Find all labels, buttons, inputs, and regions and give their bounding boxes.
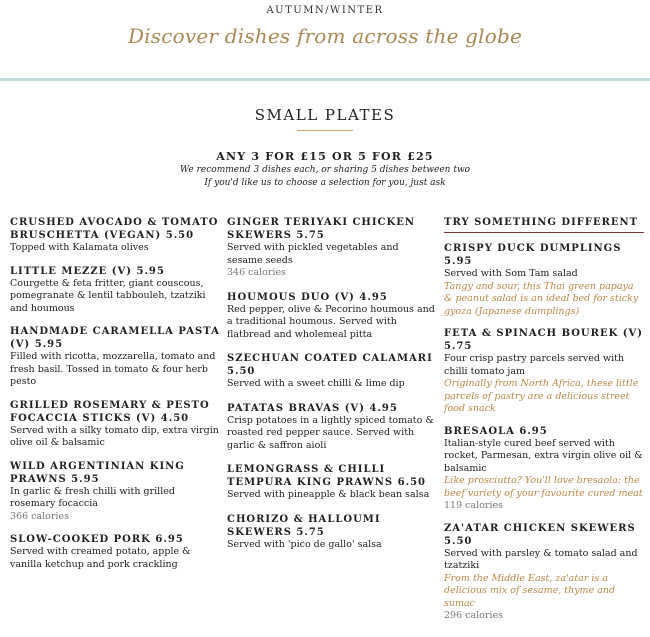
menu-item (227, 402, 437, 453)
menu-item (227, 463, 437, 502)
item-calories: 366 calories (10, 510, 69, 522)
menu-item (227, 291, 437, 342)
item-name: GINGER TERIYAKI CHICKEN SKEWERS (227, 217, 415, 241)
item-price: 6.50 (397, 477, 426, 488)
menu-item (10, 216, 220, 255)
item-desc: Served with creamed potato, apple & vanilla ketchup and pork crackling (10, 546, 191, 570)
item-desc: Served with parsley & tomato salad and tzatziki (444, 547, 638, 571)
menu-item (227, 513, 437, 552)
item-name: LEMONGRASS & CHILLI TEMPURA KING PRAWNS (227, 464, 394, 488)
item-price: 6.95 (519, 425, 548, 437)
item-desc: Filled with ricotta, mozzarella, tomato and fresh basil. Tossed in tomato & four herb pesto (10, 351, 216, 387)
menu-item (10, 399, 220, 450)
section-title: SMALL PLATES (254, 106, 396, 124)
item-price: 5.50 (165, 230, 195, 241)
item-note: Tangy and sour, this Thai green papaya & peanut salad is an ideal bed for sticky gyoza (Japanese dumplings) (444, 280, 639, 317)
item-desc: Crisp potatoes in a lightly spiced tomato & roasted red pepper sauce. Served with garlic & saffron aioli (227, 414, 434, 451)
item-name: FETA & SPINACH BOUREK (V) (444, 328, 643, 339)
item-desc: Courgette & feta fritter, giant couscous, pomegranate & lentil tabbouleh, tzatziki and houmous (10, 277, 206, 314)
item-price: 5.75 (296, 526, 325, 538)
menu-item (227, 216, 437, 280)
item-price: 5.50 (227, 366, 256, 377)
menu-item (444, 425, 644, 513)
deal-note-line1: We recommend 3 dishes each, or sharing 5 dishes between two (179, 165, 471, 175)
item-name: CRUSHED AVOCADO & TOMATO BRUSCHETTA (VEGAN) (10, 217, 219, 241)
season-label: AUTUMN/WINTER (266, 5, 384, 16)
menu-item (444, 242, 644, 318)
item-price: 5.75 (444, 341, 473, 352)
item-desc: Red pepper, olive & Pecorino houmous and a traditional houmous. Served with flatbread and wholemeal pitta (227, 303, 435, 340)
item-desc: Served with 'pico de gallo' salsa (227, 538, 382, 550)
item-desc: Served with a silky tomato dip, extra virgin olive oil & balsamic (10, 424, 219, 448)
item-name: CRISPY DUCK DUMPLINGS (444, 243, 622, 254)
item-desc: Topped with Kalamata olives (10, 242, 149, 253)
title-underline (297, 130, 353, 131)
deal-note (0, 164, 650, 190)
menu-column-3 (444, 216, 644, 632)
tagline: Discover dishes from across the globe (127, 24, 523, 48)
item-name: ZA'ATAR CHICKEN SKEWERS (444, 522, 636, 534)
item-price: 5.95 (444, 256, 473, 267)
item-name: PATATAS BRAVAS (V) (227, 402, 365, 414)
item-calories: 346 calories (227, 267, 286, 278)
item-price: 4.95 (369, 402, 398, 414)
item-calories: 119 calories (444, 500, 503, 511)
item-calories: 296 calories (444, 610, 503, 621)
item-note: Like prosciutto? You'll love bresaola: the beef variety of your favourite cured meat (444, 475, 643, 499)
item-name: HOUMOUS DUO (V) (227, 291, 355, 303)
item-desc: Served with pineapple & black bean salsa (227, 489, 430, 500)
menu-column-2 (227, 216, 437, 562)
item-price: 5.50 (444, 535, 473, 547)
item-name: SZECHUAN COATED CALAMARI (227, 353, 433, 364)
item-price: 5.95 (136, 265, 165, 277)
menu-item (10, 265, 220, 316)
item-price: 5.95 (34, 339, 64, 350)
deal-note-line2: If you'd like us to choose a selection for you, just ask (204, 178, 446, 188)
item-price: 4.95 (359, 291, 388, 303)
item-name: GRILLED ROSEMARY & PESTO FOCACCIA STICKS (V) (10, 399, 210, 424)
menu-item (10, 460, 220, 524)
menu-item (444, 522, 644, 623)
item-name: SLOW-COOKED PORK (10, 534, 151, 545)
menu-item (227, 352, 437, 391)
menu-column-1 (10, 216, 220, 581)
item-desc: In garlic & fresh chilli with grilled rosemary focaccia (10, 485, 175, 509)
item-name: CHORIZO & HALLOUMI SKEWERS (227, 513, 381, 538)
item-desc: Italian-style cured beef served with rocket, Parmesan, extra virgin olive oil & balsamic (444, 437, 643, 474)
item-name: WILD ARGENTINIAN KING PRAWNS (10, 460, 185, 485)
menu-item (10, 533, 220, 571)
item-price: 6.95 (155, 534, 184, 545)
item-name: BRESAOLA (444, 425, 515, 437)
menu-item (10, 325, 220, 389)
item-price: 5.95 (71, 473, 100, 485)
item-note: Originally from North Africa, these little parcels of pastry are a delicious street food snack (444, 378, 639, 414)
item-note: From the Middle East, za'atar is a delicious mix of sesame, thyme and sumac (444, 572, 616, 609)
item-name: LITTLE MEZZE (V) (10, 265, 132, 277)
item-desc: Served with Som Tam salad (444, 268, 578, 279)
item-desc: Served with a sweet chilli & lime dip (227, 378, 405, 389)
item-price: 4.50 (160, 412, 190, 424)
deal-banner: ANY 3 FOR £15 OR 5 FOR £25 (216, 150, 434, 163)
item-name: HANDMADE CARAMELLA PASTA (V) (10, 326, 220, 350)
menu-item (444, 327, 644, 416)
divider (0, 78, 650, 81)
item-price: 5.75 (296, 230, 325, 241)
try-something-different-heading: TRY SOMETHING DIFFERENT (444, 216, 644, 233)
item-desc: Four crisp pastry parcels served with chilli tomato jam (444, 353, 625, 377)
item-desc: Served with pickled vegetables and sesame seeds (227, 242, 399, 266)
